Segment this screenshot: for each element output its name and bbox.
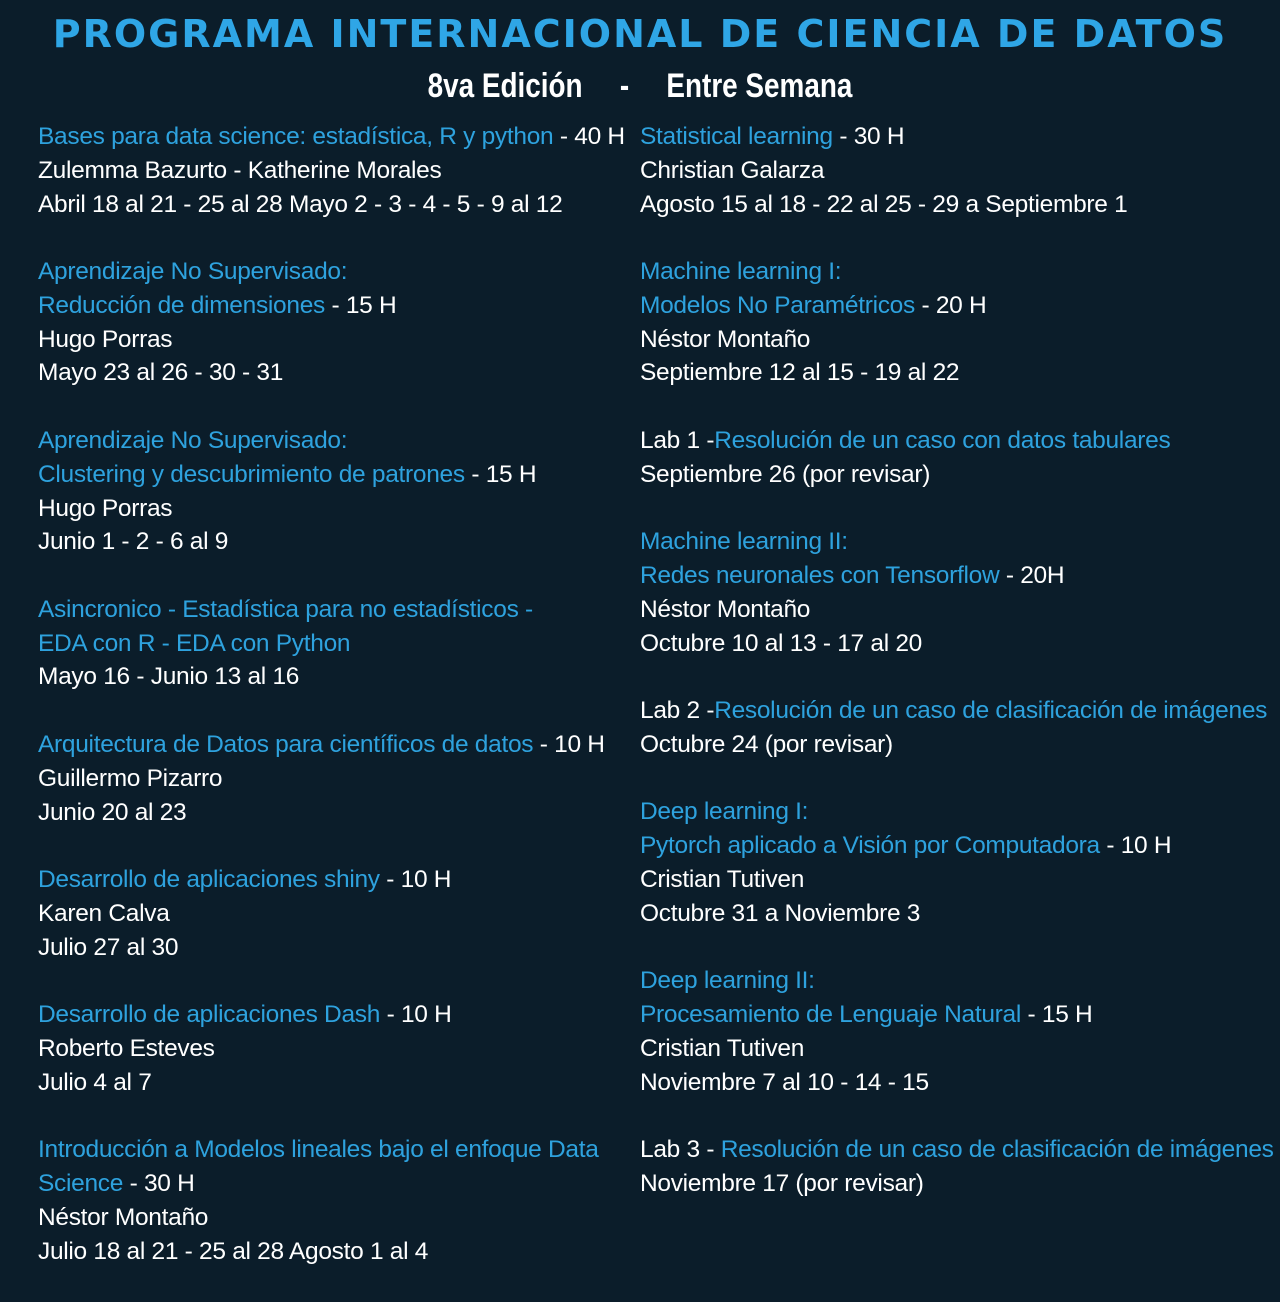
- course-instructor: Néstor Montaño: [640, 325, 811, 353]
- course-title-line: [38, 424, 628, 458]
- course-dates: Julio 4 al 7: [38, 1068, 152, 1096]
- course-title-line: [38, 627, 628, 661]
- course-title: Bases para data science: estadística, R y python: [38, 123, 554, 150]
- course-title: Asincronico - Estadística para no estadísticos -: [38, 595, 533, 623]
- hours-separator: -: [123, 1169, 144, 1197]
- course-hours: 15 H: [1041, 1001, 1093, 1029]
- course-title: Pytorch aplicado a Visión por Computadora: [640, 832, 1100, 860]
- course-title: Redes neuronales con Tensorflow: [640, 562, 1000, 590]
- course-instructor: Néstor Montaño: [38, 1203, 209, 1231]
- hours-separator: -: [1099, 832, 1121, 860]
- course-dates: Septiembre 26 (por revisar): [640, 460, 931, 488]
- course-title-line: [38, 289, 628, 323]
- course-title: Aprendizaje No Supervisado:: [38, 426, 348, 454]
- course-dates: Junio 20 al 23: [38, 798, 187, 826]
- course-instructor: Roberto Esteves: [38, 1034, 215, 1062]
- course-title: Modelos No Paramétricos: [640, 291, 915, 319]
- course-hours: 30 H: [853, 123, 905, 150]
- course-dates: Octubre 24 (por revisar): [640, 730, 893, 758]
- course-dates: Septiembre 12 al 15 - 19 al 22: [640, 359, 960, 387]
- course-title-line: [640, 120, 1270, 154]
- course-block: [640, 120, 1270, 221]
- course-title-line: [640, 829, 1270, 863]
- course-title-line: [640, 289, 1270, 323]
- course-title: Statistical learning: [640, 123, 833, 150]
- course-block: [640, 795, 1270, 930]
- course-instructor: Christian Galarza: [640, 156, 825, 184]
- course-block: [640, 964, 1270, 1099]
- course-block: [38, 120, 628, 221]
- lab-prefix: Lab 2 -: [640, 697, 715, 725]
- course-instructor: Zulemma Bazurto - Katherine Morales: [38, 156, 442, 184]
- course-title: Machine learning II:: [640, 528, 848, 556]
- course-hours: 30 H: [143, 1169, 195, 1197]
- course-dates: Mayo 16 - Junio 13 al 16: [38, 663, 300, 691]
- course-block: [640, 525, 1270, 660]
- course-block: [38, 728, 628, 829]
- course-dates: Junio 1 - 2 - 6 al 9: [38, 528, 229, 556]
- course-title-line: [38, 998, 628, 1032]
- course-title-line: [640, 795, 1270, 829]
- course-hours: 10 H: [400, 1001, 452, 1029]
- course-title: Resolución de un caso con datos tabulares: [714, 426, 1171, 454]
- hours-separator: -: [380, 1001, 401, 1029]
- hours-separator: -: [379, 865, 401, 893]
- course-hours: 15 H: [485, 460, 537, 488]
- course-title-line: [38, 728, 628, 762]
- edition-label: 8va Edición: [427, 67, 583, 105]
- course-title: Resolución de un caso de clasificación de imágenes: [720, 1136, 1274, 1164]
- course-title: Deep learning II:: [640, 967, 815, 995]
- hours-separator: -: [324, 291, 346, 319]
- course-title-line: [38, 120, 628, 154]
- hours-separator: -: [999, 562, 1021, 590]
- course-dates: Octubre 31 a Noviembre 3: [640, 899, 921, 927]
- course-title: Resolución de un caso de clasificación de imágenes: [714, 697, 1268, 725]
- lab-prefix: Lab 1 -: [640, 426, 715, 454]
- course-title: Deep learning I:: [640, 798, 809, 826]
- hours-separator: -: [1021, 1001, 1042, 1029]
- page-subtitle: [115, 64, 1165, 108]
- course-title: Reducción de dimensiones: [38, 291, 325, 319]
- course-instructor: Karen Calva: [38, 899, 170, 927]
- course-title-line: [38, 255, 628, 289]
- course-instructor: Cristian Tutiven: [640, 865, 805, 893]
- hours-separator: -: [832, 123, 854, 150]
- course-hours: 15 H: [345, 291, 397, 319]
- course-title-line: [640, 255, 1270, 289]
- hours-separator: -: [553, 123, 575, 150]
- course-title-line: [38, 863, 628, 897]
- course-title-line: [38, 1133, 628, 1167]
- course-hours: 10 H: [554, 730, 605, 758]
- course-block: [640, 255, 1270, 390]
- course-block: [38, 424, 628, 559]
- header: [0, 8, 1280, 108]
- subtitle-separator: -: [619, 67, 630, 105]
- page-title: PROGRAMA INTERNACIONAL DE CIENCIA DE DATOS: [52, 12, 1228, 56]
- course-instructor: Néstor Montaño: [640, 595, 811, 623]
- course-title-line: [640, 525, 1270, 559]
- course-dates: Julio 18 al 21 - 25 al 28 Agosto 1 al 4: [38, 1237, 429, 1265]
- course-instructor: Hugo Porras: [38, 325, 173, 353]
- course-block: [38, 593, 628, 694]
- course-dates: Agosto 15 al 18 - 22 al 25 - 29 a Septiembre 1: [640, 190, 1128, 218]
- hours-separator: -: [914, 291, 936, 319]
- course-instructor: Cristian Tutiven: [640, 1034, 805, 1062]
- course-title-line: [640, 424, 1270, 458]
- schedule-label: Entre Semana: [666, 67, 853, 105]
- course-block: [640, 694, 1270, 762]
- course-hours: 20 H: [935, 291, 987, 319]
- course-title: Procesamiento de Lenguaje Natural: [640, 1001, 1021, 1029]
- course-title: Science: [38, 1169, 124, 1197]
- left-course-column: [38, 120, 628, 1302]
- course-block: [38, 1133, 628, 1268]
- hours-separator: -: [464, 460, 486, 488]
- course-block: [640, 424, 1270, 492]
- course-block: [38, 863, 628, 964]
- course-title-line: [640, 998, 1270, 1032]
- course-title: Desarrollo de aplicaciones Dash: [38, 1001, 381, 1029]
- course-dates: Julio 27 al 30: [38, 933, 179, 961]
- hours-separator: -: [533, 730, 555, 758]
- course-hours: 20H: [1020, 562, 1065, 590]
- course-title-line: [640, 964, 1270, 998]
- course-block: [38, 998, 628, 1099]
- course-title-line: [38, 593, 628, 627]
- course-title: EDA con R - EDA con Python: [38, 629, 351, 657]
- course-hours: 10 H: [400, 865, 452, 893]
- course-title-line: [640, 694, 1270, 728]
- course-title: Desarrollo de aplicaciones shiny: [38, 865, 380, 893]
- course-hours: 40 H: [574, 123, 625, 150]
- lab-prefix: Lab 3 -: [640, 1136, 721, 1164]
- course-instructor: Hugo Porras: [38, 494, 173, 522]
- course-title: Clustering y descubrimiento de patrones: [38, 460, 465, 488]
- course-title: Machine learning I:: [640, 258, 842, 286]
- right-course-column: [640, 120, 1274, 1234]
- course-dates: Abril 18 al 21 - 25 al 28 Mayo 2 - 3 - 4 - 5 - 9 al 12: [38, 190, 563, 218]
- course-hours: 10 H: [1120, 832, 1172, 860]
- course-dates: Octubre 10 al 13 - 17 al 20: [640, 629, 923, 657]
- course-title-line: [640, 559, 1270, 593]
- course-title-line: [640, 1133, 1274, 1167]
- course-title: Aprendizaje No Supervisado:: [38, 258, 348, 286]
- course-title-line: [38, 1167, 628, 1201]
- course-title: Introducción a Modelos lineales bajo el enfoque Data: [38, 1136, 599, 1164]
- course-block: [38, 255, 628, 390]
- course-instructor: Guillermo Pizarro: [38, 764, 223, 792]
- course-dates: Noviembre 17 (por revisar): [640, 1169, 924, 1197]
- course-dates: Noviembre 7 al 10 - 14 - 15: [640, 1068, 929, 1096]
- course-dates: Mayo 23 al 26 - 30 - 31: [38, 359, 284, 387]
- course-title: Arquitectura de Datos para científicos de datos: [38, 730, 534, 758]
- course-block: [640, 1133, 1274, 1201]
- course-title-line: [38, 458, 628, 492]
